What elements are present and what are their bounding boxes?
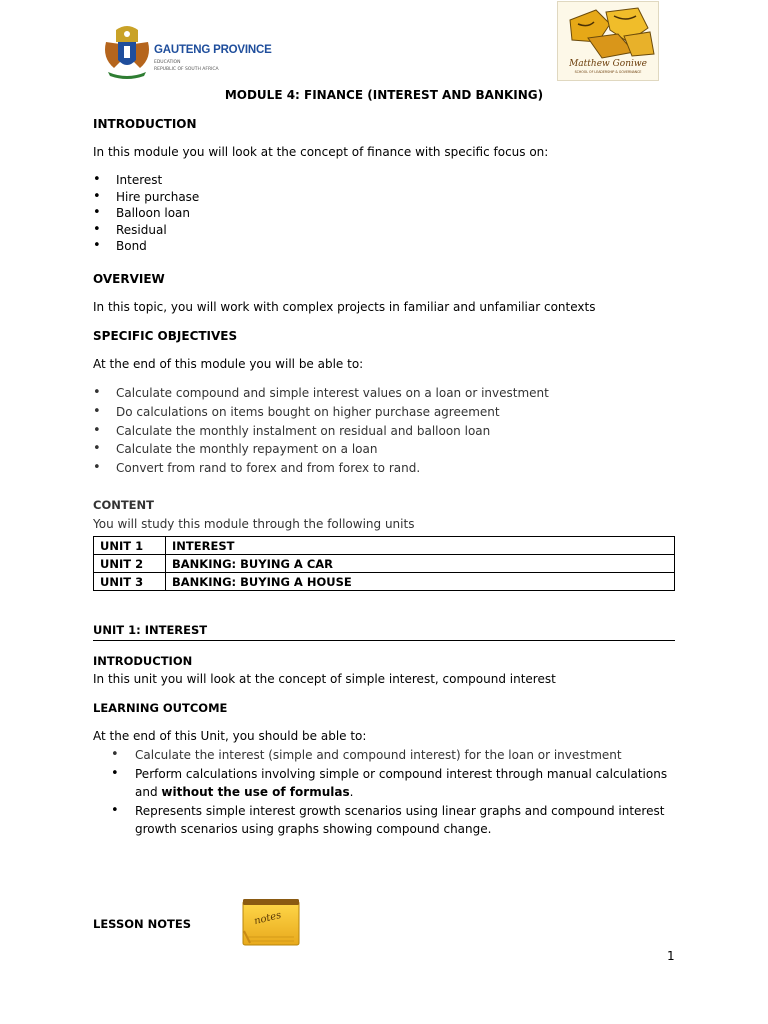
list-item: • Calculate compound and simple interest values on a loan or investment bbox=[93, 384, 549, 403]
gauteng-sub1: EDUCATION bbox=[154, 60, 181, 65]
overview-heading: OVERVIEW bbox=[93, 272, 165, 286]
unit-cell: UNIT 1 bbox=[94, 537, 166, 555]
learning-outcome-list bbox=[93, 746, 683, 839]
table-row bbox=[94, 573, 675, 591]
unit1-intro-text: In this unit you will look at the concept of simple interest, compound interest bbox=[93, 672, 556, 686]
list-item: • Interest bbox=[93, 172, 199, 189]
list-item bbox=[93, 802, 683, 839]
table-row bbox=[94, 555, 675, 573]
objectives-text: At the end of this module you will be able to: bbox=[93, 357, 364, 371]
list-item bbox=[93, 765, 683, 802]
notes-icon bbox=[240, 897, 302, 949]
list-item: • Hire purchase bbox=[93, 189, 199, 206]
list-item-emphasis: without the use of formulas bbox=[161, 785, 350, 800]
list-item bbox=[93, 746, 683, 765]
lesson-notes-label: LESSON NOTES bbox=[93, 917, 192, 931]
gauteng-sub2: REPUBLIC OF SOUTH AFRICA bbox=[154, 67, 219, 72]
page-number: 1 bbox=[667, 949, 675, 963]
list-item-text: Represents simple interest growth scenarios using linear graphs and compound interest growth scenarios using graphs showing compound change. bbox=[135, 803, 665, 837]
content-text: You will study this module through the following units bbox=[93, 517, 415, 531]
units-table bbox=[93, 536, 675, 591]
list-item: • Calculate the monthly repayment on a loan bbox=[93, 440, 549, 459]
list-item-text: . bbox=[349, 785, 354, 800]
section-divider bbox=[93, 640, 675, 641]
unit-title-cell: BANKING: BUYING A CAR bbox=[166, 555, 675, 573]
unit-title-cell: INTEREST bbox=[166, 537, 675, 555]
unit-cell: UNIT 3 bbox=[94, 573, 166, 591]
list-item: • Residual bbox=[93, 222, 199, 239]
unit-cell: UNIT 2 bbox=[94, 555, 166, 573]
learning-outcome-heading: LEARNING OUTCOME bbox=[93, 701, 228, 715]
goniwe-title: Matthew Goniwe bbox=[569, 59, 647, 69]
overview-text: In this topic, you will work with complex projects in familiar and unfamiliar contexts bbox=[93, 300, 596, 314]
list-item-text: Calculate the interest (simple and compound interest) for the loan or investment bbox=[135, 748, 622, 762]
introduction-text: In this module you will look at the concept of finance with specific focus on: bbox=[93, 145, 549, 159]
unit-title-cell: BANKING: BUYING A HOUSE bbox=[166, 573, 675, 591]
list-item: • Convert from rand to forex and from forex to rand. bbox=[93, 459, 549, 478]
page-title: MODULE 4: FINANCE (INTEREST AND BANKING) bbox=[224, 88, 544, 102]
learning-outcome-text: At the end of this Unit, you should be able to: bbox=[93, 729, 367, 743]
objectives-list bbox=[93, 384, 549, 478]
list-item: • Calculate the monthly instalment on residual and balloon loan bbox=[93, 422, 549, 441]
objectives-heading: SPECIFIC OBJECTIVES bbox=[93, 329, 238, 343]
list-item: • Balloon loan bbox=[93, 205, 199, 222]
gauteng-title: GAUTENG PROVINCE bbox=[154, 44, 272, 56]
list-item-text: Perform calculations involving simple or compound interest through manual calculations and bbox=[135, 766, 668, 800]
focus-list bbox=[93, 172, 199, 255]
table-row bbox=[94, 537, 675, 555]
unit1-intro-heading: INTRODUCTION bbox=[93, 654, 193, 668]
goniwe-sub: SCHOOL OF LEADERSHIP & GOVERNANCE bbox=[574, 70, 642, 74]
introduction-heading: INTRODUCTION bbox=[93, 117, 197, 131]
list-item: • Do calculations on items bought on higher purchase agreement bbox=[93, 403, 549, 422]
coat-of-arms-icon bbox=[98, 22, 156, 80]
goniwe-logo bbox=[557, 1, 659, 81]
puzzle-pieces-icon bbox=[558, 2, 658, 62]
notes-icon-label: notes bbox=[253, 909, 283, 928]
content-heading: CONTENT bbox=[93, 498, 155, 512]
gauteng-logo bbox=[98, 22, 272, 80]
list-item: • Bond bbox=[93, 238, 199, 255]
unit1-heading: UNIT 1: INTEREST bbox=[93, 623, 208, 637]
